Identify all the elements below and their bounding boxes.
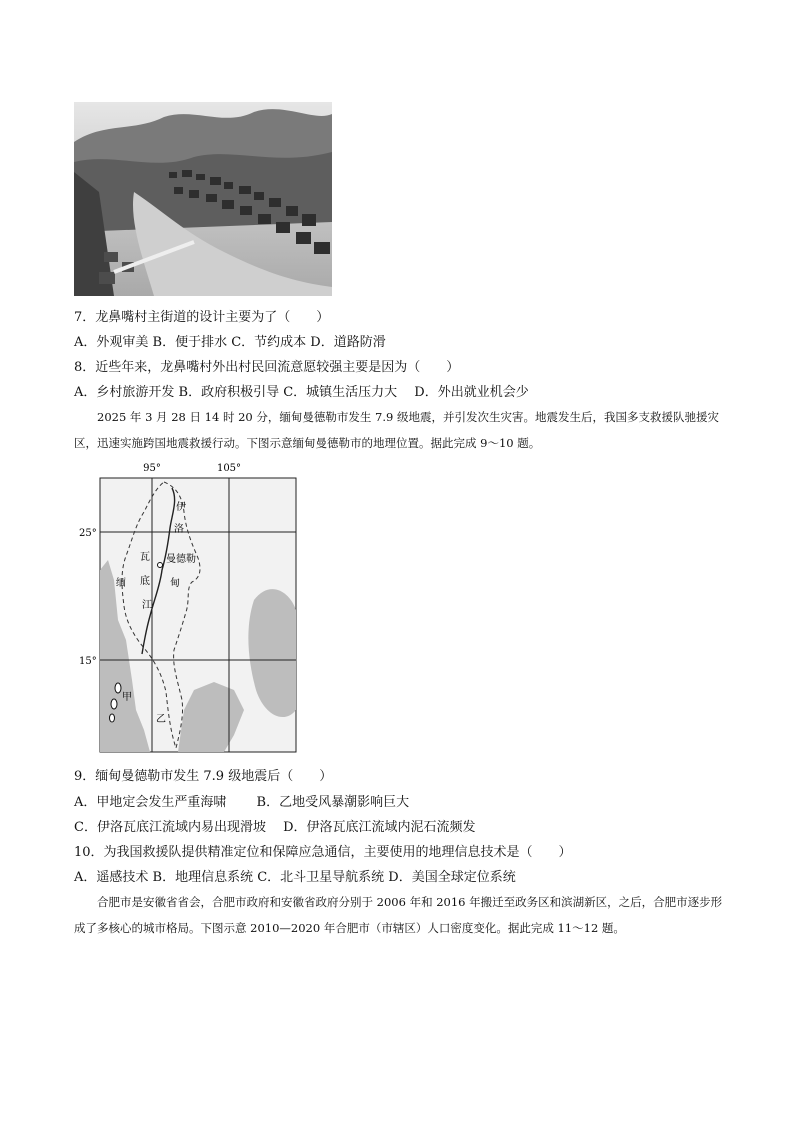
q10-stem: 10．为我国救援队提供精准定位和保障应急通信，主要使用的地理信息技术是（ ） xyxy=(74,845,572,860)
q9-options-row1: A．甲地定会发生严重海啸 B．乙地受风暴潮影响巨大 xyxy=(74,795,410,810)
river-label-5: 江 xyxy=(142,600,152,611)
q9-stem: 9．缅甸曼德勒市发生 7.9 级地震后（ ） xyxy=(74,769,333,784)
point-b-label: 乙 xyxy=(156,714,166,725)
river-label-2: 洛 xyxy=(174,524,184,535)
country-label-1: 缅 xyxy=(116,578,126,589)
lat-label-25: 25° xyxy=(79,528,97,539)
lon-label-105: 105° xyxy=(216,463,242,474)
river-label-4: 底 xyxy=(140,576,150,587)
mandalay-marker xyxy=(158,563,163,568)
passage-1: 2025 年 3 月 28 日 14 时 20 分，缅甸曼德勒市发生 7.9 级地震，并引发次生灾害。地震发生后，我国多支救援队驰援灾区，迅速实施跨国地震救援行动。下图示意缅甸曼德勒市的地理位置。据此完成 9～10 题。 xyxy=(74,410,719,450)
river-label-3: 瓦 xyxy=(140,552,150,563)
village-photo xyxy=(74,102,332,296)
point-a-label: 甲 xyxy=(122,692,132,703)
q9-options-row2: C．伊洛瓦底江流域内易出现滑坡 D．伊洛瓦底江流域内泥石流频发 xyxy=(74,820,476,835)
myanmar-map xyxy=(74,460,306,760)
passage-2: 合肥市是安徽省省会，合肥市政府和安徽省政府分别于 2006 年和 2016 年搬迁至政务区和滨湖新区，之后，合肥市逐步形成了多核心的城市格局。下图示意 2010—2020 年合肥市（市辖区）人口密度变化。据此完成 11～12 题。 xyxy=(74,895,723,935)
q7-options: A．外观审美 B．便于排水 C．节约成本 D．道路防滑 xyxy=(74,335,386,350)
q10-options: A．遥感技术 B．地理信息系统 C．北斗卫星导航系统 D．美国全球定位系统 xyxy=(74,870,516,885)
q7-stem: 7．龙鼻嘴村主街道的设计主要为了（ ） xyxy=(74,310,330,325)
country-label-2: 甸 xyxy=(170,578,180,589)
island-3 xyxy=(110,714,115,722)
river-label-1: 伊 xyxy=(176,502,186,513)
island-1 xyxy=(115,683,121,693)
lon-label-95: 95° xyxy=(143,463,161,474)
city-label: 曼德勒 xyxy=(166,554,196,565)
island-2 xyxy=(111,699,117,709)
lat-label-15: 15° xyxy=(79,656,97,667)
village-photo-illustration xyxy=(74,102,332,296)
q8-stem: 8．近些年来，龙鼻嘴村外出村民回流意愿较强主要是因为（ ） xyxy=(74,360,460,375)
q8-options: A．乡村旅游开发 B．政府积极引导 C．城镇生活压力大 D．外出就业机会少 xyxy=(74,385,529,400)
